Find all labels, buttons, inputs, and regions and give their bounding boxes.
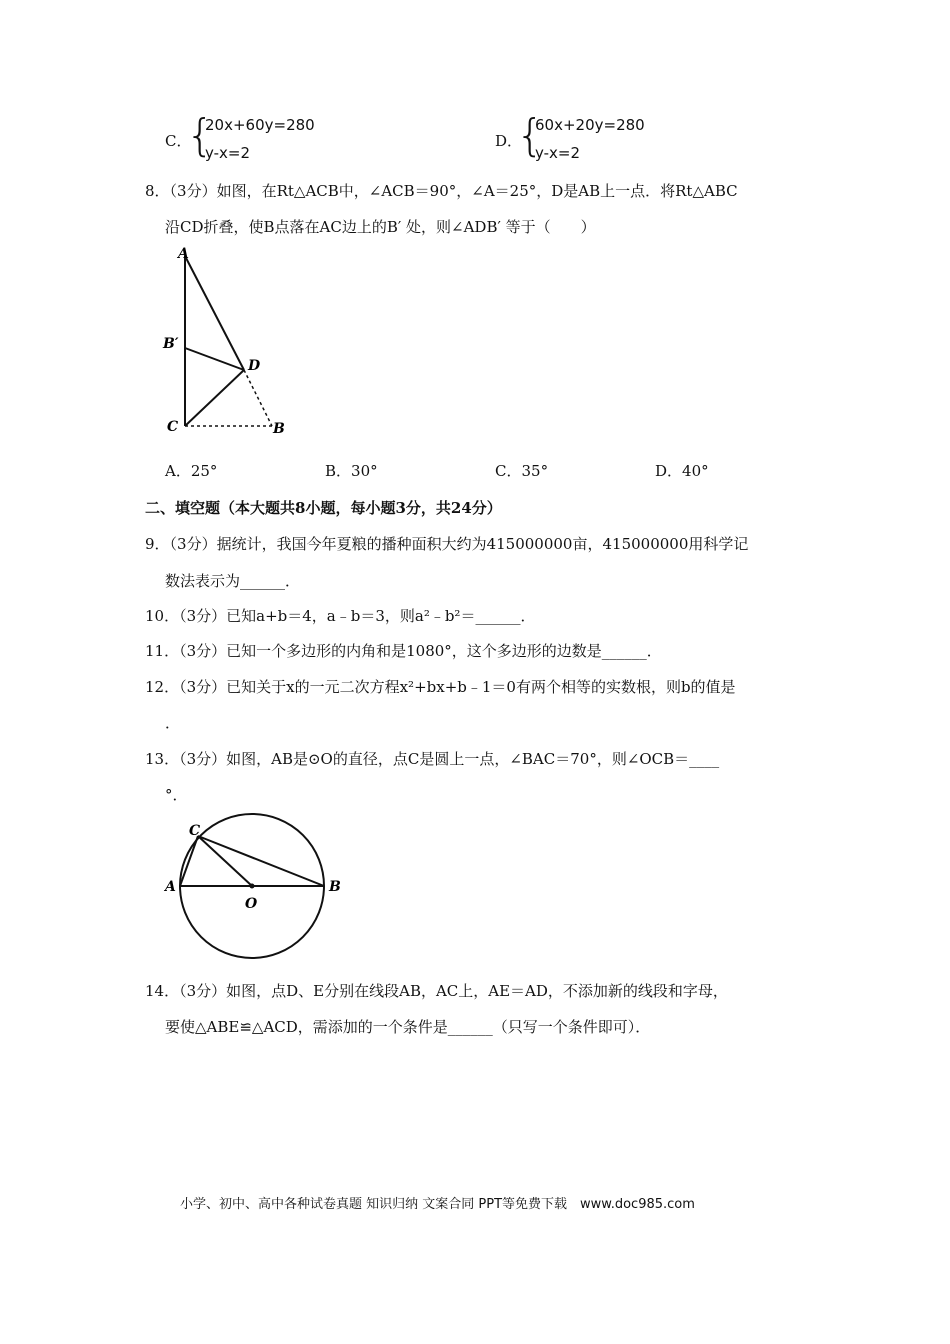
q14-line2: 要使△ABE≌△ACD，需添加的一个条件是______（只写一个条件即可）． — [165, 1018, 651, 1036]
q13-line2: °． — [165, 786, 188, 804]
left-brace-icon: { — [186, 110, 214, 161]
q8-choice-a: A．25° — [165, 462, 218, 480]
option-c-system — [205, 111, 315, 167]
point-label-b: B — [273, 421, 285, 437]
point-label-d: D — [248, 358, 261, 374]
option-c-eq1: 20x+60y=280 — [205, 116, 315, 134]
q8-choice-b: B．30° — [325, 462, 378, 480]
left-brace-icon: { — [516, 110, 544, 161]
q14-line1: 14．（3分）如图，点D、E分别在线段AB，AC上，AE＝AD，不添加新的线段和字母， — [145, 982, 728, 1000]
point-label-c: C — [167, 419, 179, 435]
option-d-system — [535, 111, 645, 167]
q8-choice-d: D．40° — [655, 462, 709, 480]
option-d-eq1: 60x+20y=280 — [535, 116, 645, 134]
point-label-b-prime: B′ — [163, 336, 179, 352]
q12-line2: ． — [165, 714, 181, 732]
q10: 10．（3分）已知a+b＝4，a﹣b＝3，则a²﹣b²＝______． — [145, 607, 536, 625]
point-label-b: B — [329, 879, 341, 895]
q8-triangle-figure — [160, 244, 300, 439]
q9-line2: 数法表示为______． — [165, 572, 301, 590]
option-c-label: C． — [165, 132, 192, 150]
q13-line1: 13．（3分）如图，AB是⊙O的直径，点C是圆上一点，∠BAC＝70°，则∠OCB＝____ — [145, 750, 720, 768]
point-label-o: O — [245, 896, 258, 912]
point-label-c: C — [189, 823, 201, 839]
page-footer: 小学、初中、高中各种试卷真题 知识归纳 文案合同 PPT等免费下载 www.doc985.com — [180, 1197, 695, 1212]
q8-choice-c: C．35° — [495, 462, 549, 480]
q13-circle-figure — [160, 810, 360, 965]
option-c-eq2: y-x=2 — [205, 144, 251, 162]
point-label-a: A — [178, 246, 189, 262]
section-2-title: 二、填空题（本大题共8小题，每小题3分，共24分） — [145, 499, 502, 517]
q8-line1: 8．（3分）如图，在Rt△ACB中，∠ACB＝90°，∠A＝25°，D是AB上一点．将Rt△ABC — [145, 182, 738, 200]
q9-line1: 9．（3分）据统计，我国今年夏粮的播种面积大约为415000000亩，415000000用科学记 — [145, 535, 749, 553]
q12-line1: 12．（3分）已知关于x的一元二次方程x²+bx+b﹣1＝0有两个相等的实数根，则b的值是 — [145, 678, 736, 696]
q8-line2: 沿CD折叠，使B点落在AC边上的B′ 处，则∠ADB′ 等于（ ） — [165, 218, 596, 236]
q11: 11．（3分）已知一个多边形的内角和是1080°，这个多边形的边数是______． — [145, 642, 662, 660]
point-label-a: A — [165, 879, 176, 895]
option-d-eq2: y-x=2 — [535, 144, 581, 162]
option-d-label: D． — [495, 132, 523, 150]
